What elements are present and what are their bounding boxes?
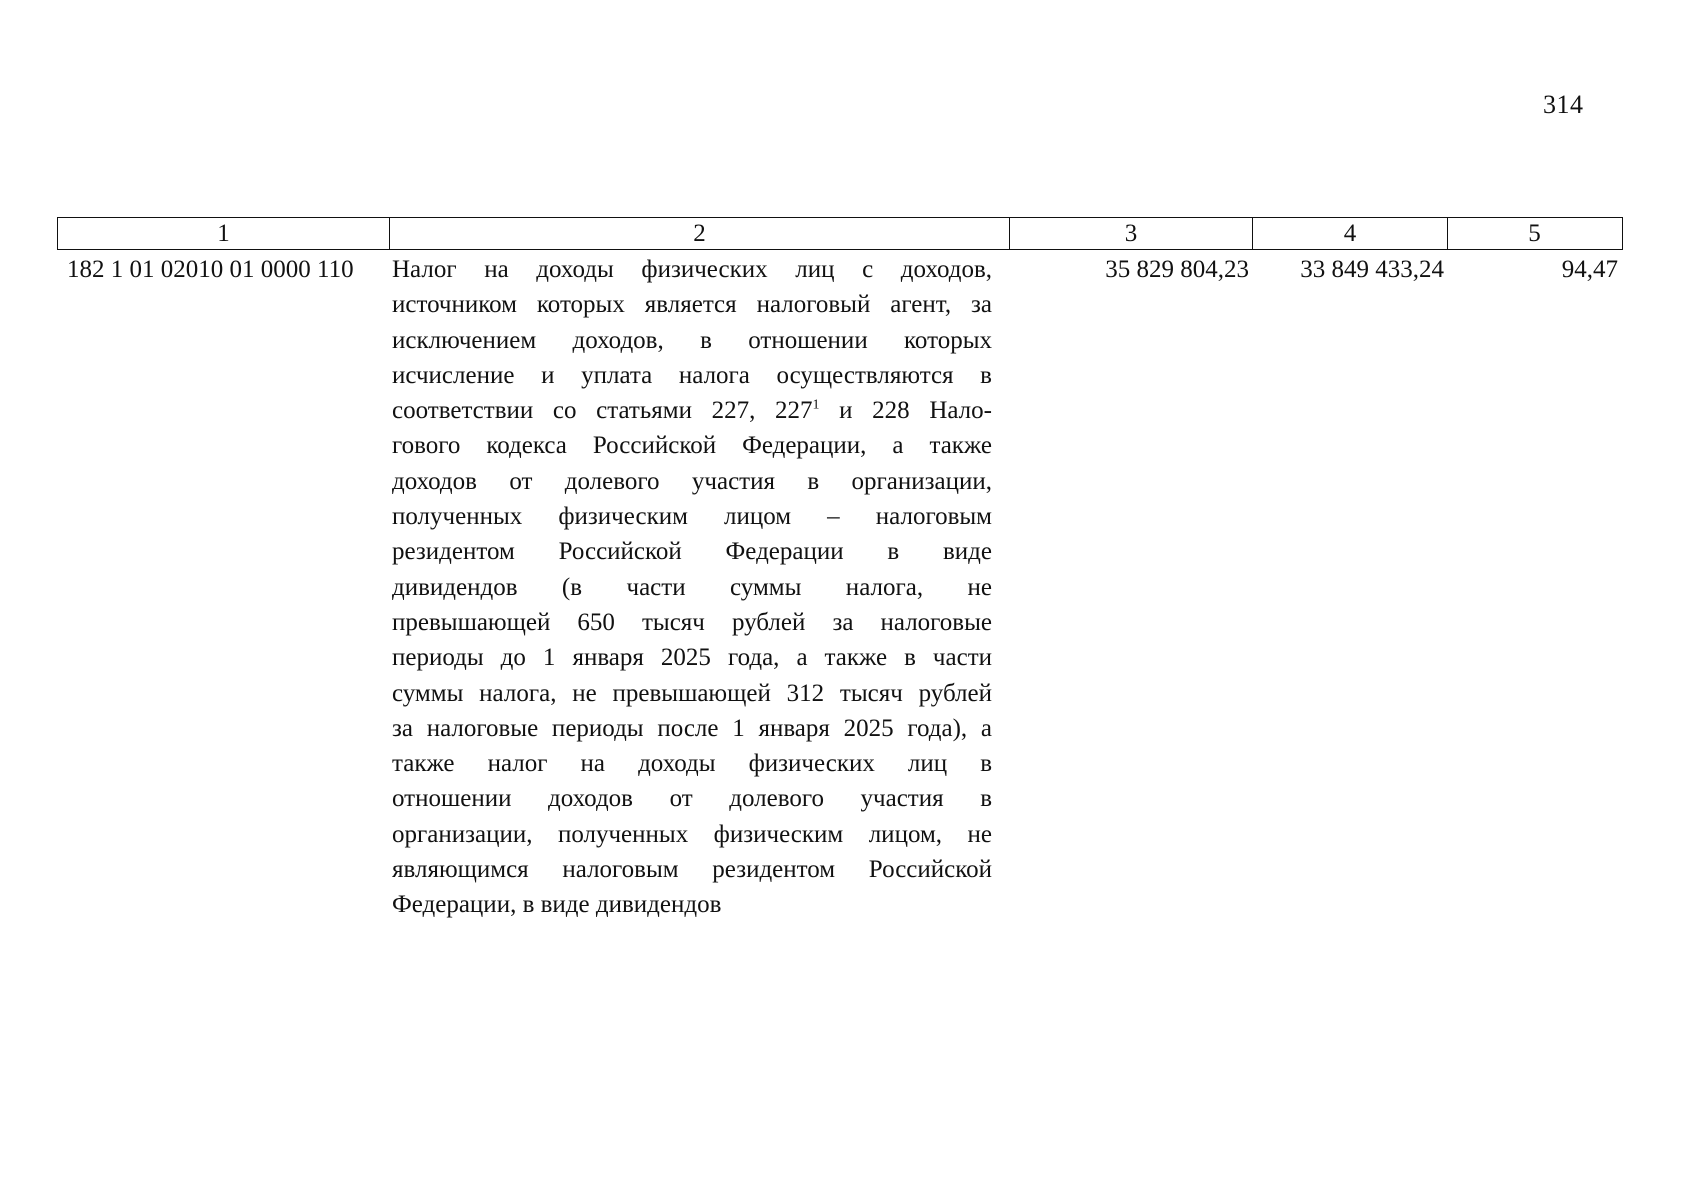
description-line: доходов от долевого участия в организации, [392,467,992,495]
description-line: полученных физическим лицом – налоговым [392,503,992,531]
value-column-5: 94,47 [1561,256,1618,283]
column-header-5: 5 [1447,218,1621,249]
table-header-row [57,217,1623,250]
description-line [392,393,992,428]
value-column-3: 35 829 804,23 [1105,256,1249,283]
column-header-4: 4 [1252,218,1447,249]
description-line: организации, полученных физическим лицом, не [392,820,992,848]
description-line: источником которых является налоговый агент, за [392,291,992,319]
description-line: гового кодекса Российской Федерации, а также [392,432,992,460]
description-line: Налог на доходы физических лиц с доходов, [392,256,992,283]
description-line: резидентом Российской Федерации в виде [392,538,992,566]
column-header-1: 1 [217,220,230,247]
description-line: исчисление и уплата налога осуществляются в [392,361,992,389]
description-line: превышающей 650 тысяч рублей за налоговые [392,608,992,636]
description-line: периоды до 1 января 2025 года, а также в части [392,644,992,672]
description-line: за налоговые периоды после 1 января 2025 года), а [392,714,992,742]
description-line: исключением доходов, в отношении которых [392,326,992,354]
description-line: также налог на доходы физических лиц в [392,750,992,778]
budget-classification-code: 182 1 01 02010 01 0000 110 [67,256,354,283]
column-header-3: 3 [1009,218,1252,249]
description-line: отношении доходов от долевого участия в [392,785,992,813]
description-line: дивидендов (в части суммы налога, не [392,573,992,601]
description-line-text: соответствии со статьями 227, 227 [392,397,813,425]
table-row [57,252,1623,923]
description-line: Федерации, в виде дивидендов [392,891,722,919]
superscript: 1 [812,397,820,413]
description-line: являющимся налоговым резидентом Российской [392,856,992,884]
value-column-4: 33 849 433,24 [1300,256,1444,283]
income-description [388,252,1008,923]
column-header-2: 2 [389,218,1009,249]
page-number: 314 [1543,90,1584,119]
description-line-tail: и 228 Нало- [819,397,992,425]
description-line: суммы налога, не превышающей 312 тысяч рублей [392,679,992,707]
